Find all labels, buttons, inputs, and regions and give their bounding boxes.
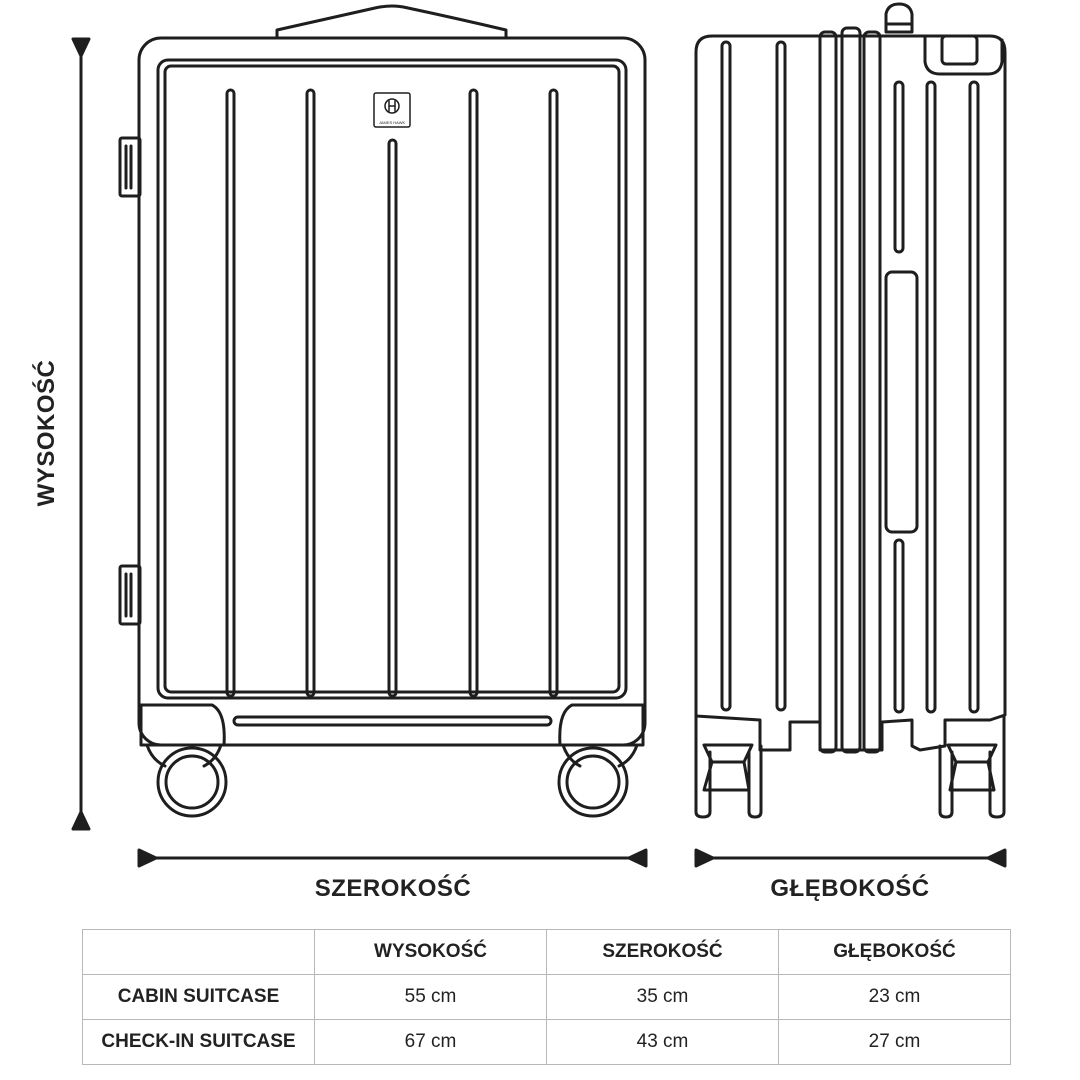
header-cell-height: WYSOKOŚĆ bbox=[315, 930, 547, 975]
front-left-wheel bbox=[158, 748, 226, 816]
row-height: 55 cm bbox=[315, 975, 547, 1020]
table-row bbox=[83, 1020, 1011, 1065]
side-handle-top bbox=[120, 138, 140, 196]
side-left-wheel bbox=[696, 716, 761, 817]
width-label: SZEROKOŚĆ bbox=[314, 875, 472, 902]
row-width: 35 cm bbox=[547, 975, 779, 1020]
row-height: 67 cm bbox=[315, 1020, 547, 1065]
depth-dimension-arrow bbox=[696, 850, 1005, 866]
table-header-row bbox=[83, 930, 1011, 975]
front-right-wheel bbox=[559, 748, 627, 816]
header-cell-depth: GŁĘBOKOŚĆ bbox=[779, 930, 1011, 975]
header-cell-width: SZEROKOŚĆ bbox=[547, 930, 779, 975]
row-name: CABIN SUITCASE bbox=[83, 975, 315, 1020]
height-label: WYSOKOŚĆ bbox=[33, 359, 60, 507]
width-dimension-arrow bbox=[139, 850, 646, 866]
depth-label: GŁĘBOKOŚĆ bbox=[770, 875, 930, 902]
height-dimension-arrow bbox=[73, 39, 89, 829]
row-name: CHECK-IN SUITCASE bbox=[83, 1020, 315, 1065]
side-right-wheel bbox=[940, 716, 1004, 817]
row-width: 43 cm bbox=[547, 1020, 779, 1065]
brand-name: JAMES HAWK bbox=[378, 120, 406, 125]
row-depth: 23 cm bbox=[779, 975, 1011, 1020]
row-depth: 27 cm bbox=[779, 1020, 1011, 1065]
suitcase-side-view bbox=[696, 4, 1005, 817]
dimensions-table bbox=[82, 929, 1011, 1065]
top-handle bbox=[277, 6, 506, 38]
header-cell-empty bbox=[83, 930, 315, 975]
side-handle-bottom bbox=[120, 566, 140, 624]
table-row bbox=[83, 975, 1011, 1020]
